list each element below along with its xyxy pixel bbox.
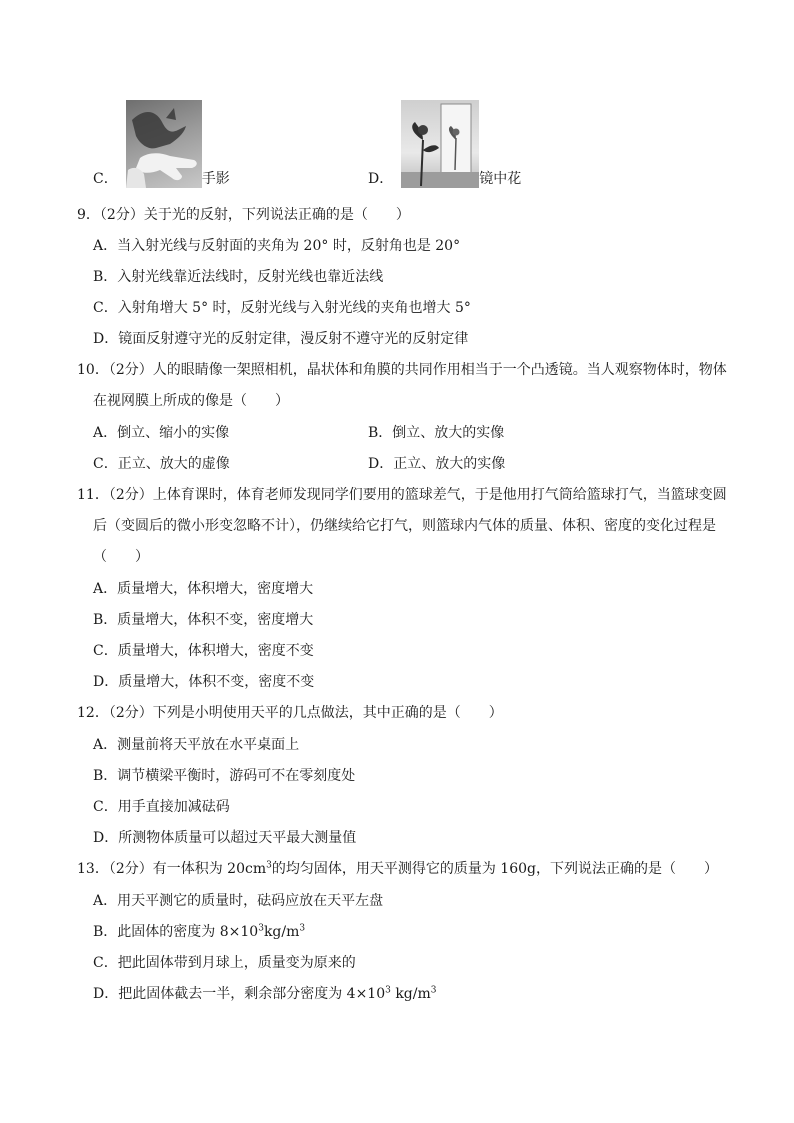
- q12-stem: 12．（2分）下列是小明使用天平的几点做法，其中正确的是（ ）: [77, 705, 503, 721]
- q10-option-a[interactable]: A．倒立、缩小的实像: [93, 425, 230, 441]
- q13-option-b-sup2: 3: [299, 923, 306, 934]
- q8-option-c[interactable]: [93, 100, 230, 188]
- q11-option-c[interactable]: C．质量增大，体积增大，密度不变: [93, 643, 314, 659]
- q8-option-c-caption: 手影: [201, 171, 230, 187]
- hand-shadow-photo: [126, 100, 202, 188]
- q13-option-b-sup1: 3: [258, 923, 264, 934]
- q13-option-c[interactable]: C．把此固体带到月球上，质量变为原来的: [93, 955, 356, 971]
- q10-option-b[interactable]: B．倒立、放大的实像: [368, 425, 505, 441]
- q12-option-c[interactable]: C．用手直接加减砝码: [93, 799, 230, 815]
- q9-option-b[interactable]: B．入射光线靠近法线时，反射光线也靠近法线: [93, 269, 384, 285]
- mirror-flower-photo: [401, 100, 479, 188]
- q13-stem-sup: 3: [266, 860, 272, 871]
- q13-option-d-unit: kg/m: [390, 986, 431, 1002]
- q9-option-a[interactable]: A．当入射光线与反射面的夹角为 20° 时，反射角也是 20°: [93, 238, 461, 254]
- q10-stem-line2: 在视网膜上所成的像是（ ）: [93, 393, 289, 409]
- q10-option-c[interactable]: C．正立、放大的虚像: [93, 456, 230, 472]
- q8-option-c-label: C．: [93, 171, 118, 187]
- q10-stem-line1: 10．（2分）人的眼睛像一架照相机，晶状体和角膜的共同作用相当于一个凸透镜。当人观察物体时，物体: [77, 362, 727, 378]
- q8-option-d-label: D．: [368, 171, 394, 187]
- q8-option-d-caption: 镜中花: [479, 171, 522, 187]
- q9-stem: 9．（2分）关于光的反射，下列说法正确的是（ ）: [77, 207, 410, 223]
- q13-option-b-pre: B．此固体的密度为 8×10: [93, 924, 259, 940]
- q13-option-d[interactable]: [93, 985, 437, 1003]
- q13-option-b[interactable]: [93, 923, 305, 941]
- q9-option-c[interactable]: C．入射角增大 5° 时，反射光线与入射光线的夹角也增大 5°: [93, 300, 471, 316]
- q13-option-d-pre: D．把此固体截去一半，剩余部分密度为 4×10: [93, 986, 386, 1002]
- q13-option-d-sup2: 3: [430, 985, 437, 996]
- q11-stem-line2: 后（变圆后的微小形变忽略不计），仍继续给它打气，则篮球内气体的质量、体积、密度的变化过程是: [93, 518, 716, 534]
- q12-option-d[interactable]: D．所测物体质量可以超过天平最大测量值: [93, 830, 357, 846]
- q11-stem-line3: （ ）: [93, 549, 149, 565]
- q13-option-a[interactable]: A．用天平测它的质量时，砝码应放在天平左盘: [93, 893, 384, 909]
- q12-option-a[interactable]: A．测量前将天平放在水平桌面上: [93, 737, 300, 753]
- q9-option-d[interactable]: D．镜面反射遵守光的反射定律，漫反射不遵守光的反射定律: [93, 331, 469, 347]
- q12-option-b[interactable]: B．调节横梁平衡时，游码可不在零刻度处: [93, 768, 356, 784]
- q10-option-d[interactable]: D．正立、放大的实像: [368, 456, 506, 472]
- q11-option-b[interactable]: B．质量增大，体积不变，密度增大: [93, 612, 314, 628]
- q8-option-d[interactable]: [368, 100, 521, 188]
- q11-stem-line1: 11．（2分）上体育课时，体育老师发现同学们要用的篮球差气，于是他用打气筒给篮球打气，当篮球变圆: [77, 487, 727, 503]
- q13-stem-post: 的均匀固体，用天平测得它的质量为 160g，下列说法正确的是（ ）: [271, 861, 718, 877]
- q13-option-b-unit: kg/m: [263, 924, 300, 940]
- q13-stem: [77, 860, 718, 878]
- q13-option-d-sup1: 3: [385, 985, 391, 996]
- q11-option-a[interactable]: A．质量增大，体积增大，密度增大: [93, 581, 314, 597]
- q11-option-d[interactable]: D．质量增大，体积不变，密度不变: [93, 674, 315, 690]
- q13-stem-pre: 13．（2分）有一体积为 20cm: [77, 861, 267, 877]
